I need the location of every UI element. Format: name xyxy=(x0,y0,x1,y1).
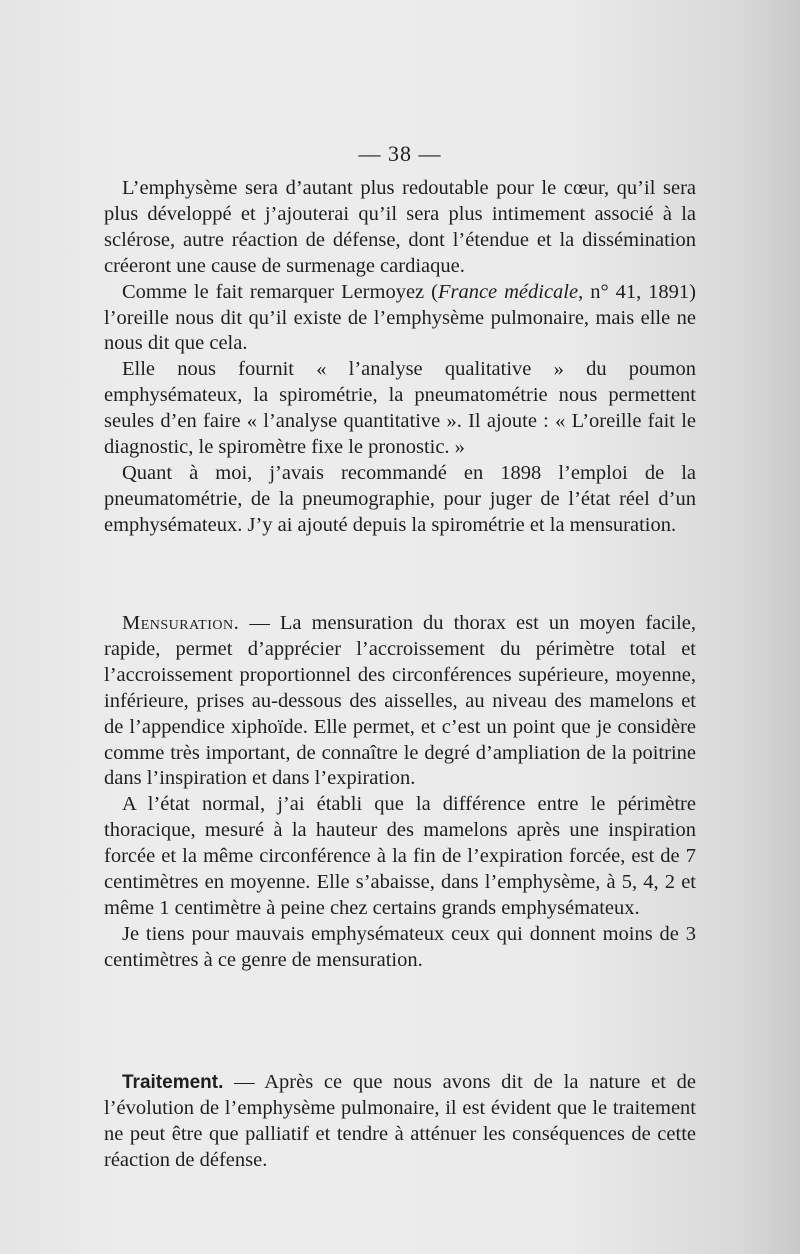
text-run: Comme le fait remarquer Lermoyez ( xyxy=(122,280,438,303)
paragraph: Elle nous fournit « l’analyse qualitative » du poumon emphysémateux, la spirométrie, la pneumatométrie nous permettent seules d’en faire « l’analyse quantitative ». Il ajoute : « L’oreille fait le diagnostic, le spiromètre fixe le pronostic. » xyxy=(104,358,696,459)
section-mensuration xyxy=(104,611,696,974)
section-emphyseme-text xyxy=(104,176,696,539)
page-number: — 38 — xyxy=(358,141,442,166)
paragraph: Je tiens pour mauvais emphysémateux ceux qui donnent moins de 3 centimètres à ce genre de mensuration. xyxy=(104,922,696,971)
paragraph: L’emphysème sera d’autant plus redoutable pour le cœur, qu’il sera plus développé et j’ajouterai qu’il sera plus intimement associé à la sclérose, autre réaction de défense, dont l’étendue et la dissémination créeront une cause de surmenage cardiaque. xyxy=(104,177,696,277)
paragraph xyxy=(104,280,696,358)
citation-title: France médicale xyxy=(437,280,579,303)
text-run: — La mensuration du thorax est un moyen facile, rapide, permet d’apprécier l’accroissement du périmètre total et l’accroissement proportionnel des circonférences supérieure, moyenne, inférieure, prises au-dessous des aisselles, au niveau des mamelons et de l’appendice xiphoïde. Elle permet, et c’est un point que je considère comme très important, de connaître le degré d’ampliation de la poitrine dans l’inspiration et dans l’expiration. xyxy=(104,612,696,790)
paragraph xyxy=(104,1070,696,1174)
section-heading-traitement: Traitement. xyxy=(122,1072,224,1093)
paragraph: A l’état normal, j’ai établi que la différence entre le périmètre thoracique, mesuré à la hauteur des mamelons après une inspiration forcée et la même circonférence à la fin de l’expiration forcée, est de 7 centimètres en moyenne. Elle s’abaisse, dans l’emphysème, à 5, 4, 2 et même 1 centimètre à peine chez certains grands emphysémateux. xyxy=(104,793,696,919)
section-traitement xyxy=(104,1070,696,1174)
section-heading-mensuration: Mensuration. xyxy=(122,612,240,634)
paragraph xyxy=(104,611,696,792)
paragraph: Quant à moi, j’avais recommandé en 1898 l’emploi de la pneumatométrie, de la pneumographie, pour juger de l’état réel d’un emphysémateux. J’y ai ajouté depuis la spirométrie et la mensuration. xyxy=(104,461,696,536)
text-run: — Après ce que nous avons dit de la nature et de l’évolution de l’emphysème pulmonaire, il est évident que le traitement ne peut être que palliatif et tendre à atténuer les conséquences de cette réaction de défense. xyxy=(104,1071,696,1171)
text-run: , n° 41, 1891) l’oreille nous dit qu’il existe de l’emphysème pulmonaire, mais elle ne nous dit que cela. xyxy=(104,280,696,355)
